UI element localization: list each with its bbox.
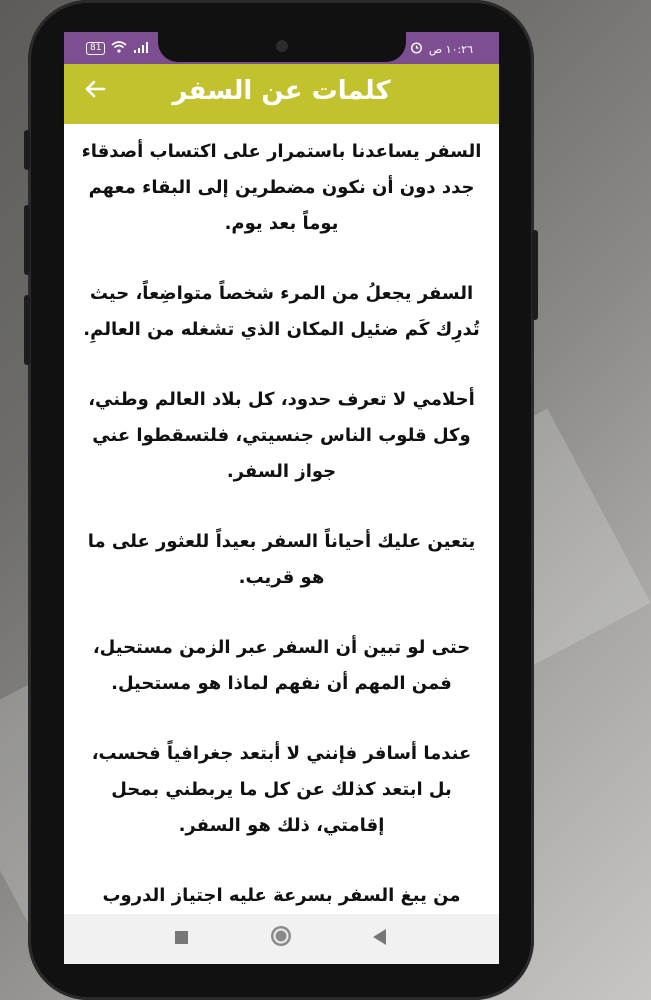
page-title: كلمات عن السفر [172, 76, 391, 106]
front-camera-icon [276, 40, 288, 52]
wifi-icon [111, 41, 127, 56]
quote-item: السفر يجعلُ من المرء شخصاً متواضِعاً، حيث تُدرِك كَم ضئيل المكان الذي تشغله من العالمِ. [83, 283, 480, 340]
battery-icon: 81 [86, 42, 105, 55]
quotes-list[interactable] [64, 124, 499, 914]
phone-screen [64, 32, 499, 964]
phone-power-button [532, 230, 538, 320]
camera-notch [158, 32, 406, 62]
phone-volume-down-button [24, 295, 30, 365]
quote-item: يتعين عليك أحياناً السفر بعيداً للعثور على ما هو قريب. [87, 531, 476, 588]
quote-item: حتى لو تبين أن السفر عبر الزمن مستحيل، فمن المهم أن نفهم لماذا هو مستحيل. [92, 637, 471, 694]
app-bar [64, 64, 499, 124]
phone-side-button [24, 130, 30, 170]
quote-item: أحلامي لا تعرف حدود، كل بلاد العالم وطني، وكل قلوب الناس جنسيتي، فلتسقطوا عني جواز السفر. [88, 389, 475, 482]
quote-item: من يبغ السفر بسرعة عليه اجتياز الدروب [102, 885, 461, 906]
quote-item: السفر يساعدنا باستمرار على اكتساب أصدقاء جدد دون أن نكون مضطرين إلى البقاء معهم يوماً بعد يوم. [81, 141, 482, 234]
status-left-group [86, 41, 149, 56]
status-time: ١٠:٢٦ ص [428, 42, 473, 56]
back-triangle-icon[interactable] [373, 929, 386, 945]
recents-square-icon[interactable] [175, 931, 188, 944]
phone-volume-up-button [24, 205, 30, 275]
quote-item: عندما أسافر فإنني لا أبتعد جغرافياً فحسب، بل ابتعد كذلك عن كل ما يربطني بمحل إقامتي، ذلك هو السفر. [91, 743, 472, 836]
signal-icon [133, 41, 149, 56]
home-circle-icon[interactable] [271, 926, 291, 946]
status-right-group [410, 41, 473, 57]
alarm-icon [410, 41, 423, 57]
system-nav-bar [64, 914, 499, 964]
